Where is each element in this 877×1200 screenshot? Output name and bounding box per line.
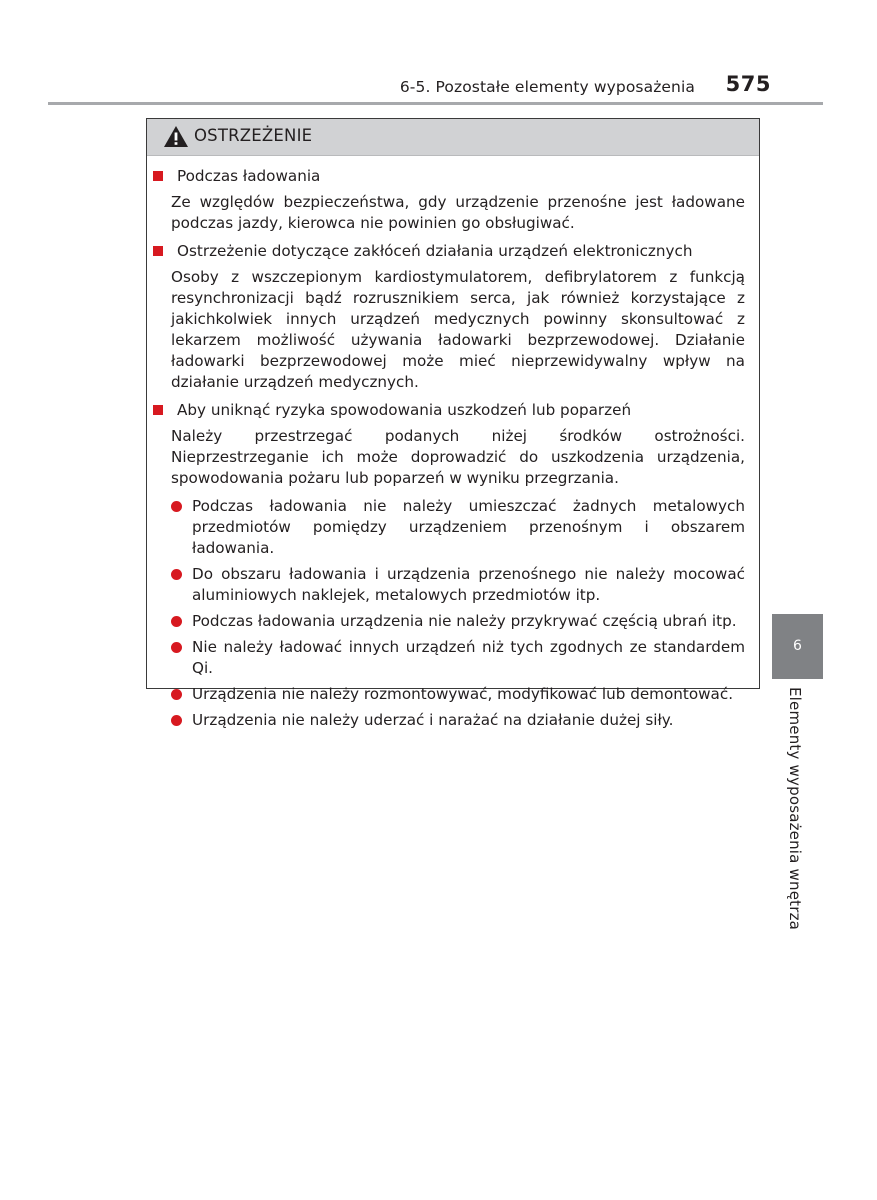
list-item [192,611,745,632]
chapter-tab [772,614,823,679]
section-heading [153,241,749,262]
list-item [192,496,745,559]
section-title: 6-5. Pozostałe elementy wyposażenia [399,78,695,96]
red-dot-bullet-icon [171,569,182,580]
red-square-bullet-icon [153,171,163,181]
section-heading [153,166,749,187]
list-item [192,684,745,705]
red-dot-bullet-icon [171,689,182,700]
warning-triangle-icon [163,125,189,148]
page-header [0,70,823,103]
list-item-text: Podczas ładowania urządzenia nie należy przykrywać częścią ubrań itp. [192,612,737,630]
precautions-list [147,496,759,731]
red-square-bullet-icon [153,246,163,256]
red-square-bullet-icon [153,405,163,415]
header-rule [48,102,823,105]
section-paragraph: Należy przestrzegać podanych niżej środków ostrożności. Nieprzestrzeganie ich może doprowadzić do uszkodzenia urządzenia, spowodowania pożaru lub poparzeń w wyniku przegrzania. [171,427,745,487]
list-item-text: Do obszaru ładowania i urządzenia przenośnego nie należy mocować aluminiowych naklejek, metalowych przedmiotów itp. [192,565,745,604]
list-item-text: Urządzenia nie należy uderzać i narażać na działanie dużej siły. [192,711,674,729]
section-heading [153,400,749,421]
list-item [192,637,745,679]
list-item-text: Nie należy ładować innych urządzeń niż tych zgodnych ze standardem Qi. [192,638,745,677]
page-number: 575 [725,72,771,96]
red-dot-bullet-icon [171,501,182,512]
red-dot-bullet-icon [171,642,182,653]
chapter-number: 6 [793,638,802,654]
warning-content [147,166,759,736]
red-dot-bullet-icon [171,616,182,627]
section-paragraph: Ze względów bezpieczeństwa, gdy urządzenie przenośne jest ładowane podczas jazdy, kierowca nie powinien go obsługiwać. [171,193,745,232]
list-item-text: Urządzenia nie należy rozmontowywać, modyfikować lub demontować. [192,685,734,703]
list-item [192,710,745,731]
red-dot-bullet-icon [171,715,182,726]
list-item-text: Podczas ładowania nie należy umieszczać żadnych metalowych przedmiotów pomiędzy urządzeniem przenośnym i obszarem ładowania. [192,497,745,557]
warning-title: OSTRZEŻENIE [194,126,313,145]
chapter-label: Elementy wyposażenia wnętrza [786,687,804,931]
section-heading-text: Ostrzeżenie dotyczące zakłóceń działania urządzeń elektronicznych [177,242,693,260]
section-heading-text: Podczas ładowania [177,167,321,185]
warning-box [146,118,760,729]
section-heading-text: Aby uniknąć ryzyka spowodowania uszkodzeń lub poparzeń [177,401,632,419]
section-paragraph: Osoby z wszczepionym kardiostymulatorem, defibrylatorem z funkcją resynchronizacji bądź rozrusznikiem serca, jak również korzystające z jakichkolwiek innych urządzeń medycznych powinny skonsultować z lekarzem możliwość używania ładowarki bezprzewodowej. Działanie ładowarki bezprzewodowej może mieć nieprzewidywalny wpływ na działanie urządzeń medycznych. [171,268,745,391]
warning-title-bar [147,119,759,156]
list-item [192,564,745,606]
